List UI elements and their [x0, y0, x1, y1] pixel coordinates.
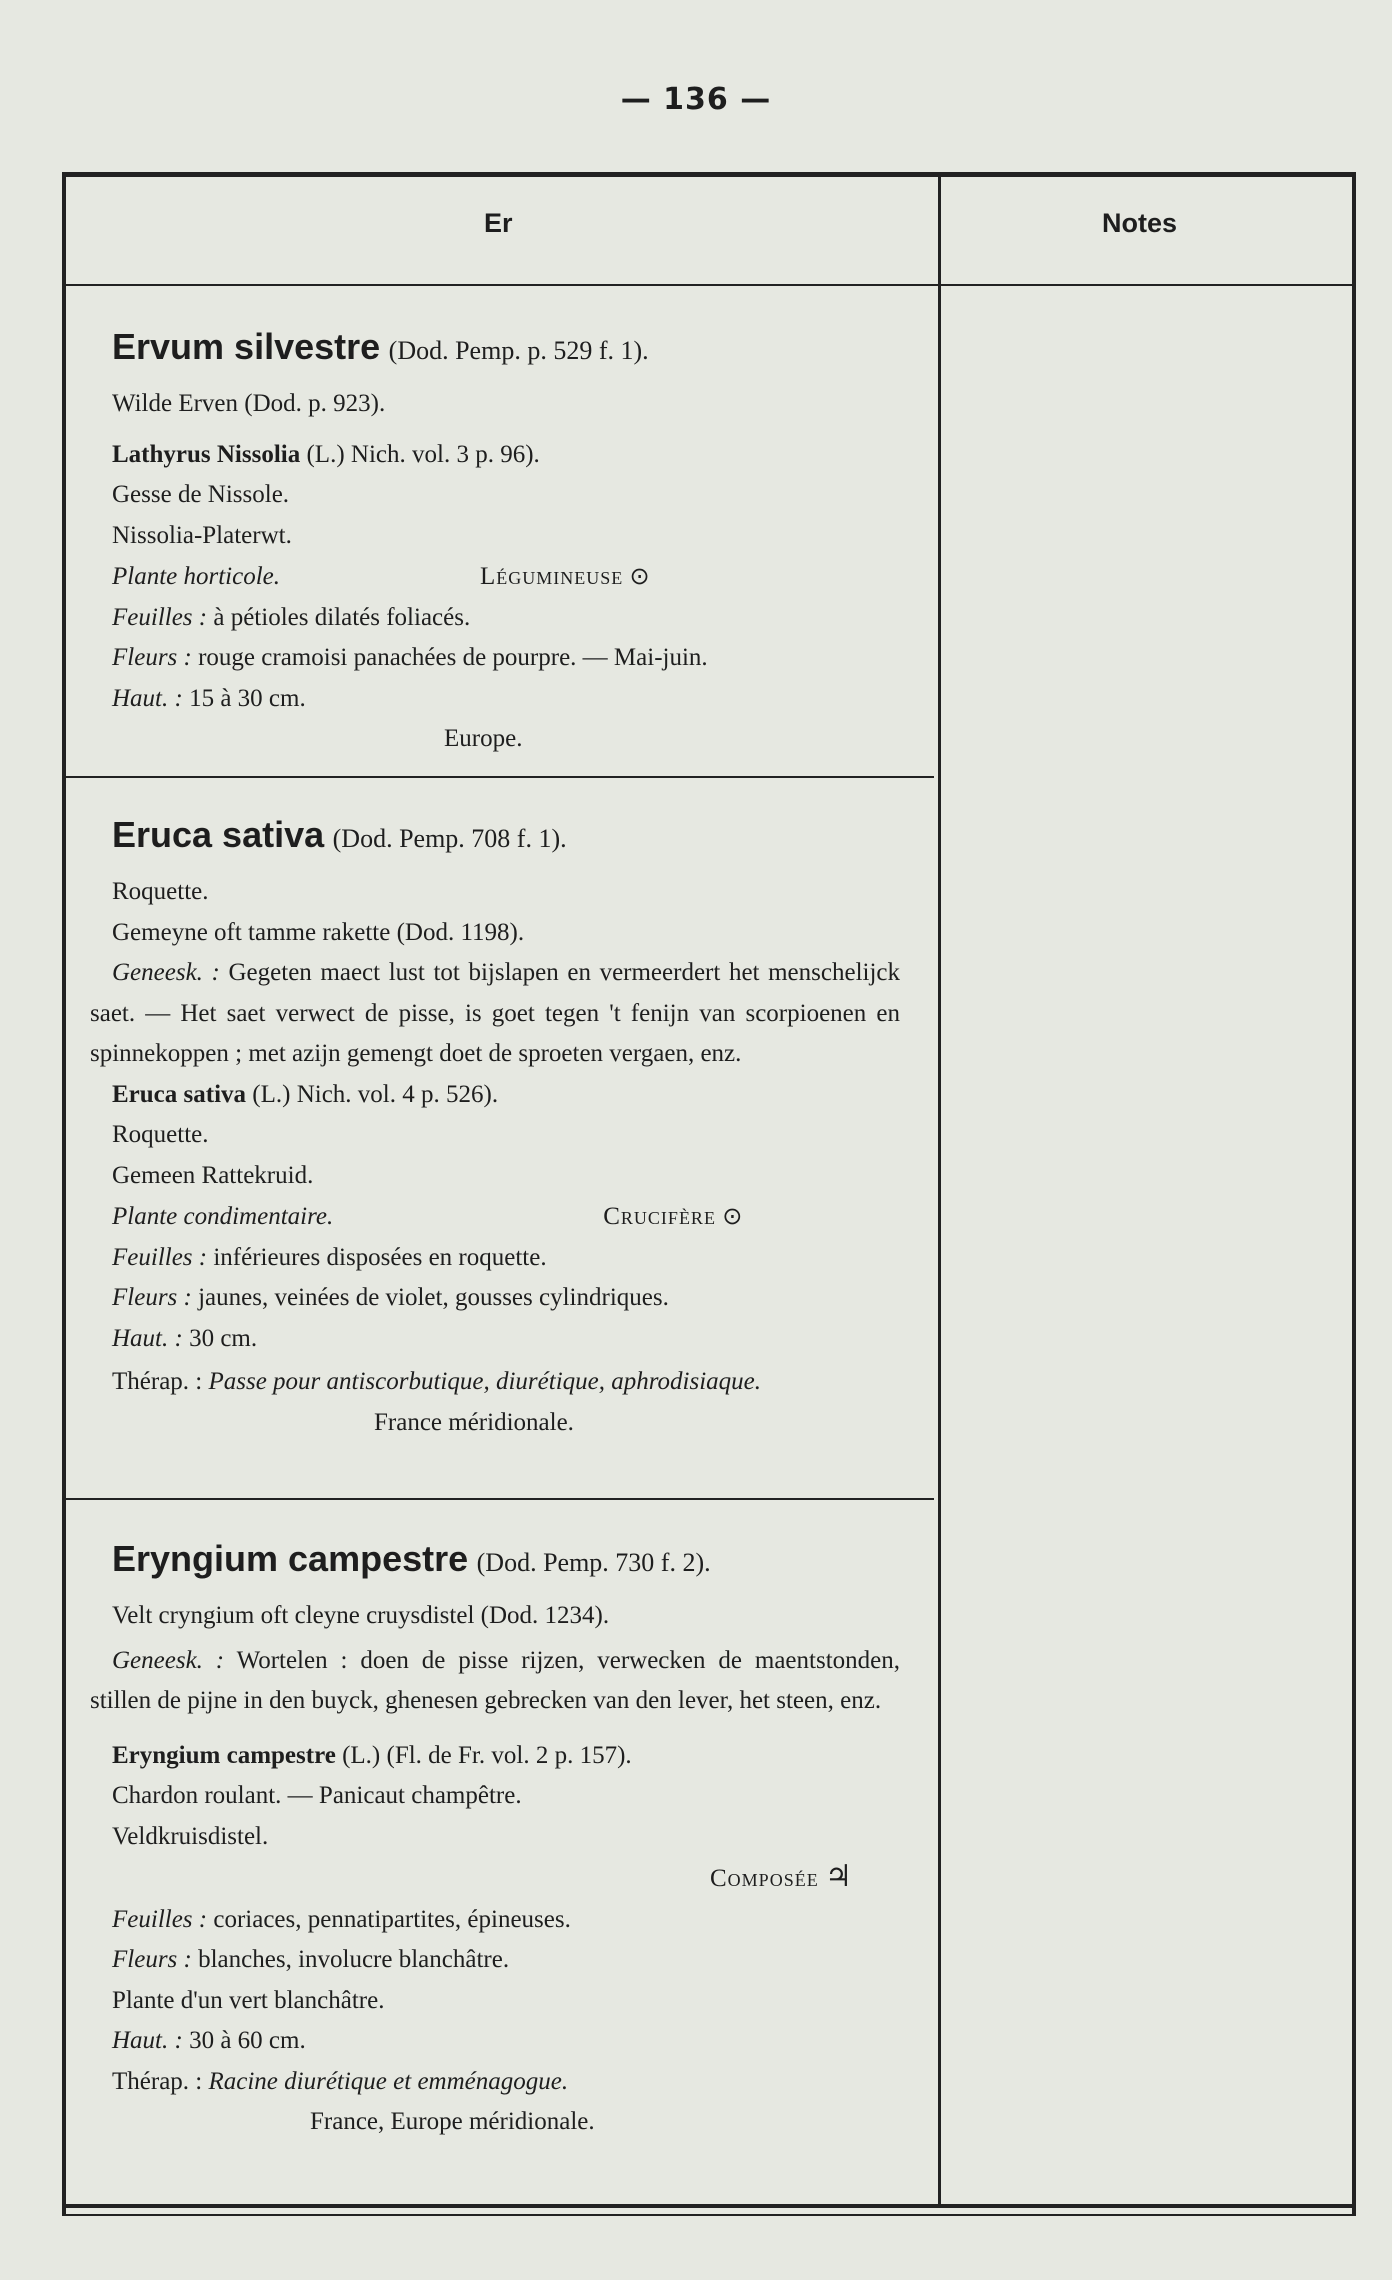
leaves-text: à pétioles dilatés foliacés.	[213, 603, 471, 631]
entry-ervum-silvestre	[112, 318, 932, 760]
column-divider	[938, 172, 941, 2204]
flowers-label: Fleurs :	[112, 1946, 192, 1973]
entry-title: Eruca sativa	[112, 814, 325, 855]
species-reference: (L.) Nich. vol. 4 p. 526).	[252, 1080, 499, 1108]
height-text: 15 à 30 cm.	[189, 684, 306, 712]
vernacular-name: Wilde Erven (Dod. p. 923).	[112, 390, 386, 417]
leaves-label: Feuilles :	[112, 1243, 208, 1271]
height-text: 30 à 60 cm.	[189, 2027, 306, 2054]
plant-family: Crucifère	[603, 1203, 716, 1230]
geneesk-label: Geneesk. :	[112, 1646, 225, 1674]
height-label: Haut. :	[112, 684, 183, 712]
old-dutch-name: Velt cryngium oft cleyne cruysdistel (Dod. 1234).	[112, 1602, 610, 1629]
origin: France méridionale.	[374, 1409, 574, 1436]
therap-text: Racine diurétique et emménagogue.	[208, 2067, 569, 2095]
french-name: Gesse de Nissole.	[112, 481, 290, 508]
table-bottom-rule-thin	[62, 2214, 1356, 2216]
flowers-text: rouge cramoisi panachées de pourpre. — Mai-juin.	[198, 644, 708, 671]
french-name-2: Roquette.	[112, 1121, 209, 1148]
flowers-label: Fleurs :	[112, 1284, 192, 1311]
origin: France, Europe méridionale.	[310, 2108, 595, 2135]
annual-symbol-icon: ⊙	[629, 562, 650, 590]
therap-text: Passe pour antiscorbutique, diurétique, aphrodisiaque.	[208, 1368, 761, 1395]
geneesk-label: Geneesk. :	[112, 959, 220, 986]
entry-reference: (Dod. Pemp. p. 529 f. 1).	[388, 336, 649, 365]
entry-reference: (Dod. Pemp. 730 f. 2).	[476, 1548, 711, 1577]
plant-type: Plante condimentaire.	[112, 1203, 334, 1230]
entry-reference: (Dod. Pemp. 708 f. 1).	[332, 824, 567, 853]
plant-description: Plante d'un vert blanchâtre.	[112, 1986, 385, 2014]
species-name: Eruca sativa	[112, 1080, 247, 1108]
dutch-name: Veldkruisdistel.	[112, 1822, 269, 1850]
dutch-name: Nissolia-Platerwt.	[112, 521, 292, 549]
column-header-left: Er	[484, 208, 513, 238]
therap-label: Thérap. :	[112, 1368, 203, 1395]
column-header-notes: Notes	[1102, 208, 1178, 238]
leaves-label: Feuilles :	[112, 603, 208, 631]
flowers-label: Fleurs :	[112, 644, 192, 671]
height-text: 30 cm.	[189, 1324, 258, 1352]
french-name: Roquette.	[112, 878, 209, 905]
plant-family: Composée	[710, 1865, 819, 1892]
plant-family: Légumineuse	[480, 563, 624, 590]
header-rule	[66, 284, 1352, 286]
geneesk-text: Gegeten maect lust tot bijslapen en vermeerdert het menschelijck saet. — Het saet verwect de pisse, is goet tegen 't fenijn van scorpioenen en spinnekoppen ; met azijn gemengt doet de sproeten vergaen, enz.	[90, 959, 901, 1067]
height-label: Haut. :	[112, 2027, 183, 2054]
annual-symbol-icon: ⊙	[722, 1202, 743, 1230]
flowers-text: jaunes, veinées de violet, gousses cylindriques.	[198, 1284, 669, 1311]
species-reference: (L.) (Fl. de Fr. vol. 2 p. 157).	[342, 1741, 632, 1769]
french-name: Chardon roulant. — Panicaut champêtre.	[112, 1782, 522, 1809]
entry-separator	[66, 776, 934, 778]
plant-type: Plante horticole.	[112, 563, 281, 590]
species-reference: (L.) Nich. vol. 3 p. 96).	[306, 440, 540, 468]
entry-title: Eryngium campestre	[112, 1538, 469, 1579]
page-number: — 136 —	[620, 82, 772, 117]
height-label: Haut. :	[112, 1324, 183, 1352]
dutch-name: Gemeen Rattekruid.	[112, 1161, 314, 1189]
entry-separator	[66, 1498, 934, 1500]
leaves-text: inférieures disposées en roquette.	[213, 1243, 547, 1271]
table-bottom-rule	[62, 2204, 1356, 2208]
entry-eryngium-campestre	[90, 1530, 932, 2143]
geneesk-text: Wortelen : doen de pisse rijzen, verwecken de maentstonden, stillen de pijne in den buyck, ghenesen gebrecken van den lever, het steen, enz.	[90, 1646, 900, 1714]
origin: Europe.	[444, 725, 523, 752]
therap-label: Thérap. :	[112, 2067, 203, 2095]
old-dutch-name: Gemeyne oft tamme rakette (Dod. 1198).	[112, 918, 525, 946]
flowers-text: blanches, involucre blanchâtre.	[198, 1946, 510, 1973]
leaves-label: Feuilles :	[112, 1905, 208, 1933]
entry-title: Ervum silvestre	[112, 326, 381, 367]
species-name: Lathyrus Nissolia	[112, 440, 301, 468]
leaves-text: coriaces, pennatipartites, épineuses.	[213, 1905, 571, 1933]
species-name: Eryngium campestre	[112, 1741, 336, 1769]
perennial-symbol-icon: ♃	[824, 1859, 852, 1894]
entry-eruca-sativa	[90, 806, 932, 1444]
